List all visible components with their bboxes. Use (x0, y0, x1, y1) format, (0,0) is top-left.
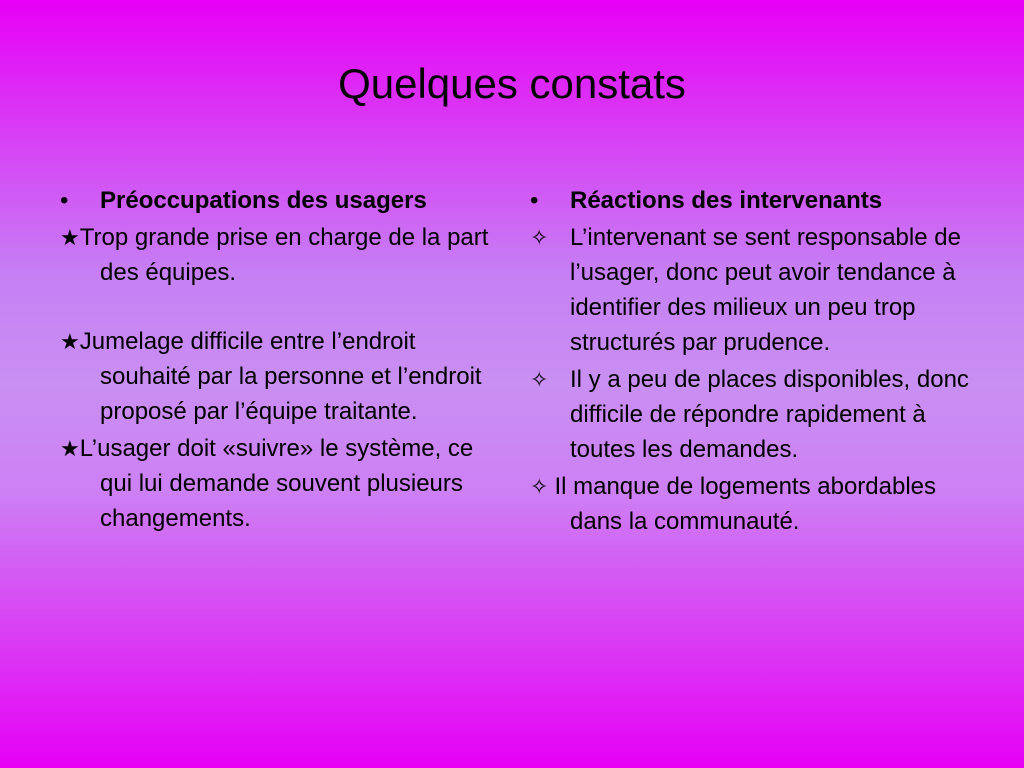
list-item (530, 220, 980, 360)
right-heading-text: Réactions des intervenants (570, 187, 883, 214)
star-icon: ★ (60, 329, 80, 354)
list-item (530, 362, 980, 467)
star-icon: ★ (60, 225, 80, 250)
list-item-text: L’intervenant se sent responsable de l’usager, donc peut avoir tendance à identifier des milieux un peu trop structurés par prudence. (570, 224, 961, 356)
list-item (60, 220, 500, 290)
sparkle-icon: ✧ (530, 474, 549, 499)
star-icon: ★ (60, 436, 80, 461)
bullet-icon: • (530, 187, 539, 214)
list-item (60, 324, 500, 429)
list-item-text: Jumelage difficile entre l’endroit souhaité par la personne et l’endroit proposé par l’équipe traitante. (79, 328, 482, 425)
sparkle-icon: ✧ (530, 367, 549, 392)
right-column-heading (530, 183, 980, 218)
left-column (60, 183, 500, 536)
bullet-icon: • (60, 187, 69, 214)
slide-title: Quelques constats (338, 60, 686, 107)
left-column-heading (60, 183, 500, 218)
list-item-text: Il manque de logements abordables dans la communauté. (554, 473, 937, 535)
left-heading-text: Préoccupations des usagers (100, 187, 427, 214)
list-item-text: Trop grande prise en charge de la part des équipes. (79, 224, 489, 286)
list-item (60, 431, 500, 536)
right-column (530, 183, 980, 539)
list-item-text: L’usager doit «suivre» le système, ce qui lui demande souvent plusieurs changements. (79, 435, 474, 532)
list-item (530, 469, 980, 539)
sparkle-icon: ✧ (530, 225, 549, 250)
list-item-text: Il y a peu de places disponibles, donc difficile de répondre rapidement à toutes les demandes. (570, 366, 969, 463)
